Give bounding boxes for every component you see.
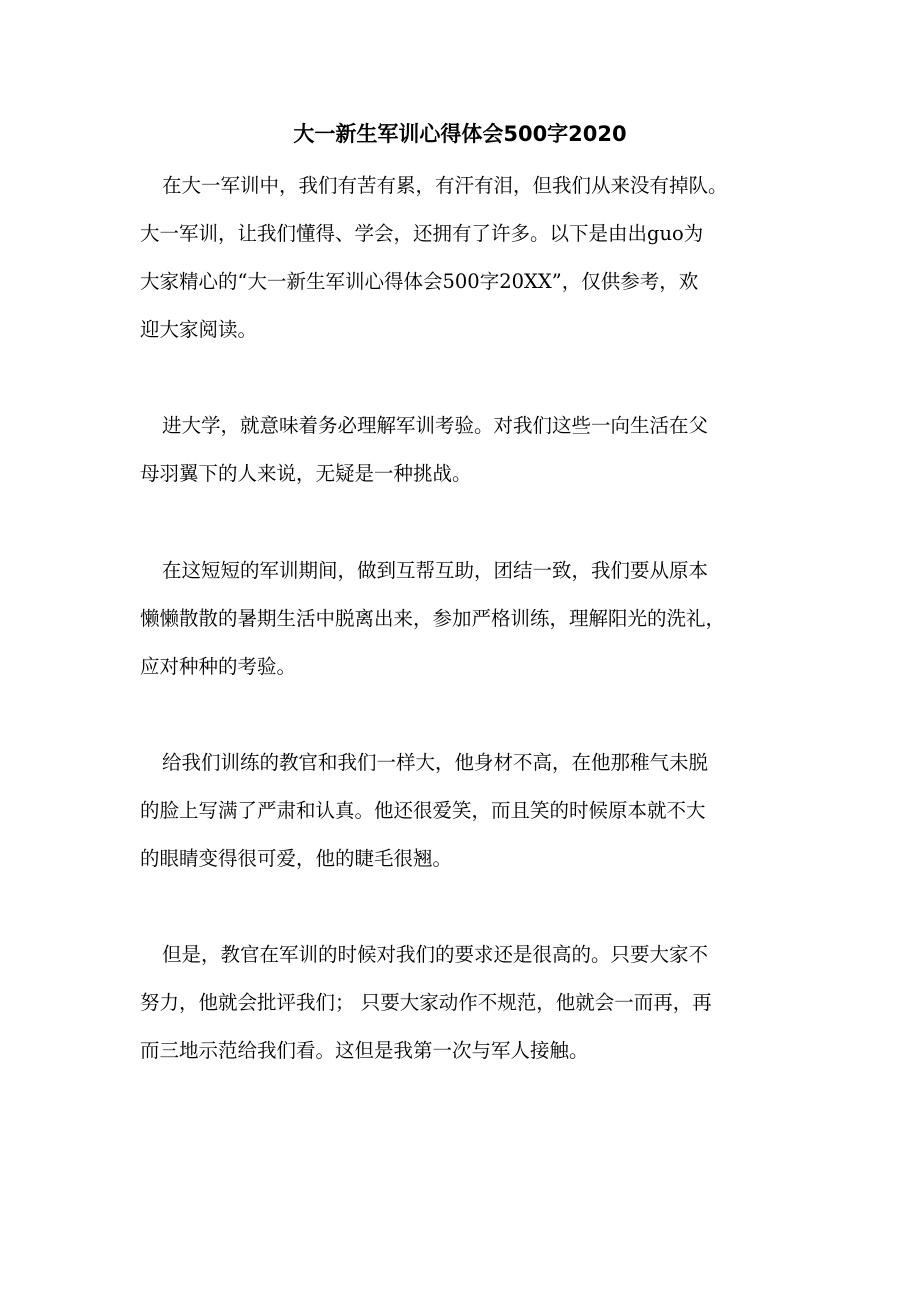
paragraph-line: 母羽翼下的人来说，无疑是一种挑战。 [140,462,472,485]
paragraph-5 [140,931,780,1075]
paragraph-1 [140,162,780,354]
paragraph-line: 给我们训练的教官和我们一样大，他身材不高，在他那稚气未脱 [162,751,709,774]
paragraph-2 [140,402,780,498]
paragraph-line: 大一军训，让我们懂得、学会，还拥有了许多。以下是由出guo为 [140,222,704,245]
paragraph-line: 应对种种的考验。 [140,655,297,678]
paragraph-line: 努力，他就会批评我们； 只要大家动作不规范，他就会一而再，再 [140,991,712,1014]
paragraph-line: 大家精心的“大一新生军训心得体会500字20XX”，仅供参考，欢 [140,270,699,293]
paragraph-line: 迎大家阅读。 [140,318,258,341]
paragraph-line: 在这短短的军训期间，做到互帮互助，团结一致，我们要从原本 [162,559,709,582]
paragraph-4 [140,739,780,883]
paragraph-line: 在大一军训中，我们有苦有累，有汗有泪，但我们从来没有掉队。 [162,174,728,197]
paragraph-line: 的眼睛变得很可爱，他的睫毛很翘。 [140,847,453,870]
paragraph-line: 懒懒散散的暑期生活中脱离出来，参加严格训练，理解阳光的洗礼， [140,607,726,630]
paragraph-line: 而三地示范给我们看。这但是我第一次与军人接触。 [140,1039,589,1062]
paragraph-line: 的脸上写满了严肃和认真。他还很爱笑，而且笑的时候原本就不大 [140,799,706,822]
paragraph-3 [140,547,780,691]
paragraph-line: 但是，教官在军训的时候对我们的要求还是很高的。只要大家不 [162,943,709,966]
document-title: 大一新生军训心得体会500字2020 [293,122,627,146]
paragraph-line: 进大学，就意味着务必理解军训考验。对我们这些一向生活在父 [162,414,709,437]
